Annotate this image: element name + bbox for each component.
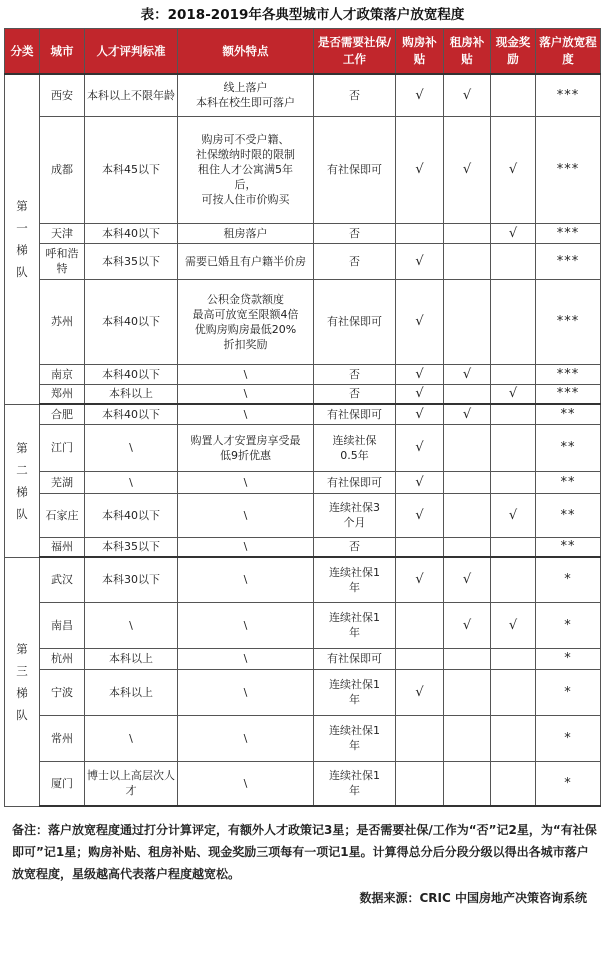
cell-city: 杭州 [40, 648, 85, 669]
table-row [5, 669, 601, 715]
cell-extra: \ [178, 364, 314, 384]
cell-standard: 本科35以下 [85, 243, 178, 279]
policy-table [4, 28, 601, 807]
cell-rent-subsidy [444, 761, 491, 806]
cell-standard: \ [85, 471, 178, 493]
cell-stars: *** [536, 243, 601, 279]
cell-cash-reward [491, 557, 536, 602]
cell-extra: \ [178, 761, 314, 806]
cell-house-subsidy: √ [396, 471, 444, 493]
table-row [5, 537, 601, 557]
cell-house-subsidy: √ [396, 243, 444, 279]
cell-house-subsidy [396, 715, 444, 761]
cell-rent-subsidy: √ [444, 557, 491, 602]
cell-extra: 线上落户 本科在校生即可落户 [178, 74, 314, 116]
table-row [5, 279, 601, 364]
cell-extra: \ [178, 471, 314, 493]
cell-rent-subsidy [444, 424, 491, 471]
cell-extra: \ [178, 404, 314, 424]
cell-extra: \ [178, 537, 314, 557]
cell-house-subsidy: √ [396, 74, 444, 116]
cell-city: 武汉 [40, 557, 85, 602]
table-row [5, 424, 601, 471]
col-city: 城市 [40, 29, 85, 75]
cell-social: 否 [314, 384, 396, 404]
cell-social: 有社保即可 [314, 116, 396, 223]
cell-standard: 本科45以下 [85, 116, 178, 223]
cell-house-subsidy: √ [396, 493, 444, 537]
cell-house-subsidy: √ [396, 404, 444, 424]
col-extra: 额外特点 [178, 29, 314, 75]
cell-social: 有社保即可 [314, 279, 396, 364]
cell-city: 合肥 [40, 404, 85, 424]
table-row [5, 602, 601, 648]
table-title: 表：2018-2019年各典型城市人才政策落户放宽程度 [140, 7, 465, 23]
cell-cash-reward [491, 243, 536, 279]
cell-extra: \ [178, 715, 314, 761]
note: 备注：落户放宽程度通过打分计算评定，有额外人才政策记3星；是否需要社保/工作为“否”记2星，为“有社保即可”记1星；购房补贴、租房补贴、现金奖励三项每有一项记1星。计算得总分后分段分级以得出各城市落户放宽程度，星级越高代表落户程度越宽松。 [12, 823, 597, 881]
cell-stars: ** [536, 424, 601, 471]
cell-cash-reward: √ [491, 116, 536, 223]
cell-city: 天津 [40, 223, 85, 243]
cell-cash-reward [491, 471, 536, 493]
col-standard: 人才评判标准 [85, 29, 178, 75]
cell-city: 成都 [40, 116, 85, 223]
cell-standard: \ [85, 424, 178, 471]
table-row [5, 715, 601, 761]
cell-city: 宁波 [40, 669, 85, 715]
cell-rent-subsidy [444, 537, 491, 557]
cell-stars: *** [536, 116, 601, 223]
cell-extra: 购置人才安置房享受最 低9折优惠 [178, 424, 314, 471]
col-house-subsidy: 购房补贴 [396, 29, 444, 75]
cell-extra: 公积金贷款额度 最高可放宽至限额4倍 优购房购房最低20% 折扣奖励 [178, 279, 314, 364]
cell-rent-subsidy: √ [444, 404, 491, 424]
cell-social: 否 [314, 74, 396, 116]
cell-standard: 本科以上 [85, 669, 178, 715]
cell-city: 南昌 [40, 602, 85, 648]
cell-stars: * [536, 557, 601, 602]
header-row [5, 29, 601, 75]
source: 数据来源：CRIC 中国房地产决策咨询系统 [359, 891, 587, 905]
cell-social: 有社保即可 [314, 404, 396, 424]
cell-cash-reward [491, 648, 536, 669]
cell-stars: *** [536, 74, 601, 116]
table-row [5, 116, 601, 223]
cell-city: 南京 [40, 364, 85, 384]
cell-house-subsidy: √ [396, 116, 444, 223]
cell-stars: * [536, 602, 601, 648]
col-cash-reward: 现金奖励 [491, 29, 536, 75]
cell-social: 否 [314, 537, 396, 557]
cell-social: 有社保即可 [314, 648, 396, 669]
cell-house-subsidy: √ [396, 557, 444, 602]
table-row [5, 557, 601, 602]
cell-cash-reward [491, 715, 536, 761]
cell-extra: \ [178, 669, 314, 715]
cell-rent-subsidy [444, 669, 491, 715]
cell-stars: * [536, 669, 601, 715]
cell-extra: 需要已婚且有户籍半价房 [178, 243, 314, 279]
cell-social: 否 [314, 243, 396, 279]
cell-house-subsidy [396, 602, 444, 648]
table-row [5, 404, 601, 424]
cell-city: 郑州 [40, 384, 85, 404]
cell-stars: ** [536, 537, 601, 557]
cell-house-subsidy: √ [396, 279, 444, 364]
table-row [5, 364, 601, 384]
cell-standard: 本科40以下 [85, 404, 178, 424]
cell-standard: 本科40以下 [85, 364, 178, 384]
cell-rent-subsidy [444, 279, 491, 364]
cell-house-subsidy: √ [396, 424, 444, 471]
cell-house-subsidy [396, 648, 444, 669]
cell-house-subsidy [396, 223, 444, 243]
table-body [5, 74, 601, 806]
cell-stars: ** [536, 493, 601, 537]
cell-cash-reward [491, 669, 536, 715]
cell-rent-subsidy [444, 648, 491, 669]
tier-label: 第 三 梯 队 [5, 557, 40, 806]
cell-extra: \ [178, 384, 314, 404]
cell-cash-reward [491, 761, 536, 806]
cell-stars: *** [536, 384, 601, 404]
cell-house-subsidy [396, 537, 444, 557]
cell-standard: \ [85, 715, 178, 761]
cell-cash-reward [491, 74, 536, 116]
cell-social: 否 [314, 364, 396, 384]
cell-city: 常州 [40, 715, 85, 761]
cell-rent-subsidy [444, 223, 491, 243]
table-row [5, 471, 601, 493]
cell-extra: \ [178, 557, 314, 602]
cell-social: 连续社保1 年 [314, 761, 396, 806]
cell-cash-reward: √ [491, 223, 536, 243]
cell-rent-subsidy [444, 471, 491, 493]
table-row [5, 243, 601, 279]
cell-city: 苏州 [40, 279, 85, 364]
cell-city: 石家庄 [40, 493, 85, 537]
cell-standard: 本科40以下 [85, 493, 178, 537]
cell-extra: 租房落户 [178, 223, 314, 243]
col-stars: 落户放宽程度 [536, 29, 601, 75]
cell-cash-reward: √ [491, 384, 536, 404]
cell-social: 有社保即可 [314, 471, 396, 493]
cell-city: 江门 [40, 424, 85, 471]
cell-stars: * [536, 715, 601, 761]
cell-standard: \ [85, 602, 178, 648]
cell-city: 芜湖 [40, 471, 85, 493]
cell-rent-subsidy [444, 493, 491, 537]
cell-rent-subsidy [444, 243, 491, 279]
cell-social: 连续社保3 个月 [314, 493, 396, 537]
table-row [5, 74, 601, 116]
table-row [5, 223, 601, 243]
table-row [5, 761, 601, 806]
table-row [5, 493, 601, 537]
cell-extra: \ [178, 493, 314, 537]
cell-house-subsidy [396, 761, 444, 806]
cell-stars: *** [536, 223, 601, 243]
cell-stars: *** [536, 364, 601, 384]
cell-rent-subsidy: √ [444, 116, 491, 223]
cell-rent-subsidy [444, 715, 491, 761]
cell-rent-subsidy: √ [444, 364, 491, 384]
cell-rent-subsidy: √ [444, 602, 491, 648]
cell-extra: \ [178, 648, 314, 669]
cell-city: 西安 [40, 74, 85, 116]
cell-standard: 本科以上 [85, 648, 178, 669]
cell-extra: \ [178, 602, 314, 648]
cell-cash-reward [491, 537, 536, 557]
cell-standard: 本科30以下 [85, 557, 178, 602]
cell-standard: 本科40以下 [85, 279, 178, 364]
cell-social: 连续社保1 年 [314, 557, 396, 602]
cell-standard: 本科以上不限年龄 [85, 74, 178, 116]
table-row [5, 384, 601, 404]
col-social: 是否需要社保/工作 [314, 29, 396, 75]
cell-social: 连续社保 0.5年 [314, 424, 396, 471]
cell-cash-reward [491, 424, 536, 471]
tier-label: 第 一 梯 队 [5, 74, 40, 404]
table-row [5, 648, 601, 669]
col-category: 分类 [5, 29, 40, 75]
cell-standard: 本科35以下 [85, 537, 178, 557]
cell-extra: 购房可不受户籍、 社保缴纳时限的限制 租住人才公寓满5年 后， 可按人住市价购买 [178, 116, 314, 223]
cell-rent-subsidy [444, 384, 491, 404]
col-rent-subsidy: 租房补贴 [444, 29, 491, 75]
cell-stars: ** [536, 404, 601, 424]
cell-social: 否 [314, 223, 396, 243]
cell-house-subsidy: √ [396, 384, 444, 404]
cell-social: 连续社保1 年 [314, 669, 396, 715]
tier-label: 第 二 梯 队 [5, 404, 40, 557]
cell-cash-reward [491, 364, 536, 384]
cell-cash-reward [491, 404, 536, 424]
cell-house-subsidy: √ [396, 364, 444, 384]
cell-standard: 本科以上 [85, 384, 178, 404]
cell-stars: *** [536, 279, 601, 364]
cell-cash-reward [491, 279, 536, 364]
cell-cash-reward: √ [491, 493, 536, 537]
cell-house-subsidy: √ [396, 669, 444, 715]
cell-social: 连续社保1 年 [314, 602, 396, 648]
cell-city: 厦门 [40, 761, 85, 806]
cell-social: 连续社保1 年 [314, 715, 396, 761]
cell-city: 呼和浩特 [40, 243, 85, 279]
cell-cash-reward: √ [491, 602, 536, 648]
cell-standard: 博士以上高层次人才 [85, 761, 178, 806]
cell-standard: 本科40以下 [85, 223, 178, 243]
cell-stars: * [536, 648, 601, 669]
cell-city: 福州 [40, 537, 85, 557]
cell-rent-subsidy: √ [444, 74, 491, 116]
cell-stars: ** [536, 471, 601, 493]
cell-stars: * [536, 761, 601, 806]
